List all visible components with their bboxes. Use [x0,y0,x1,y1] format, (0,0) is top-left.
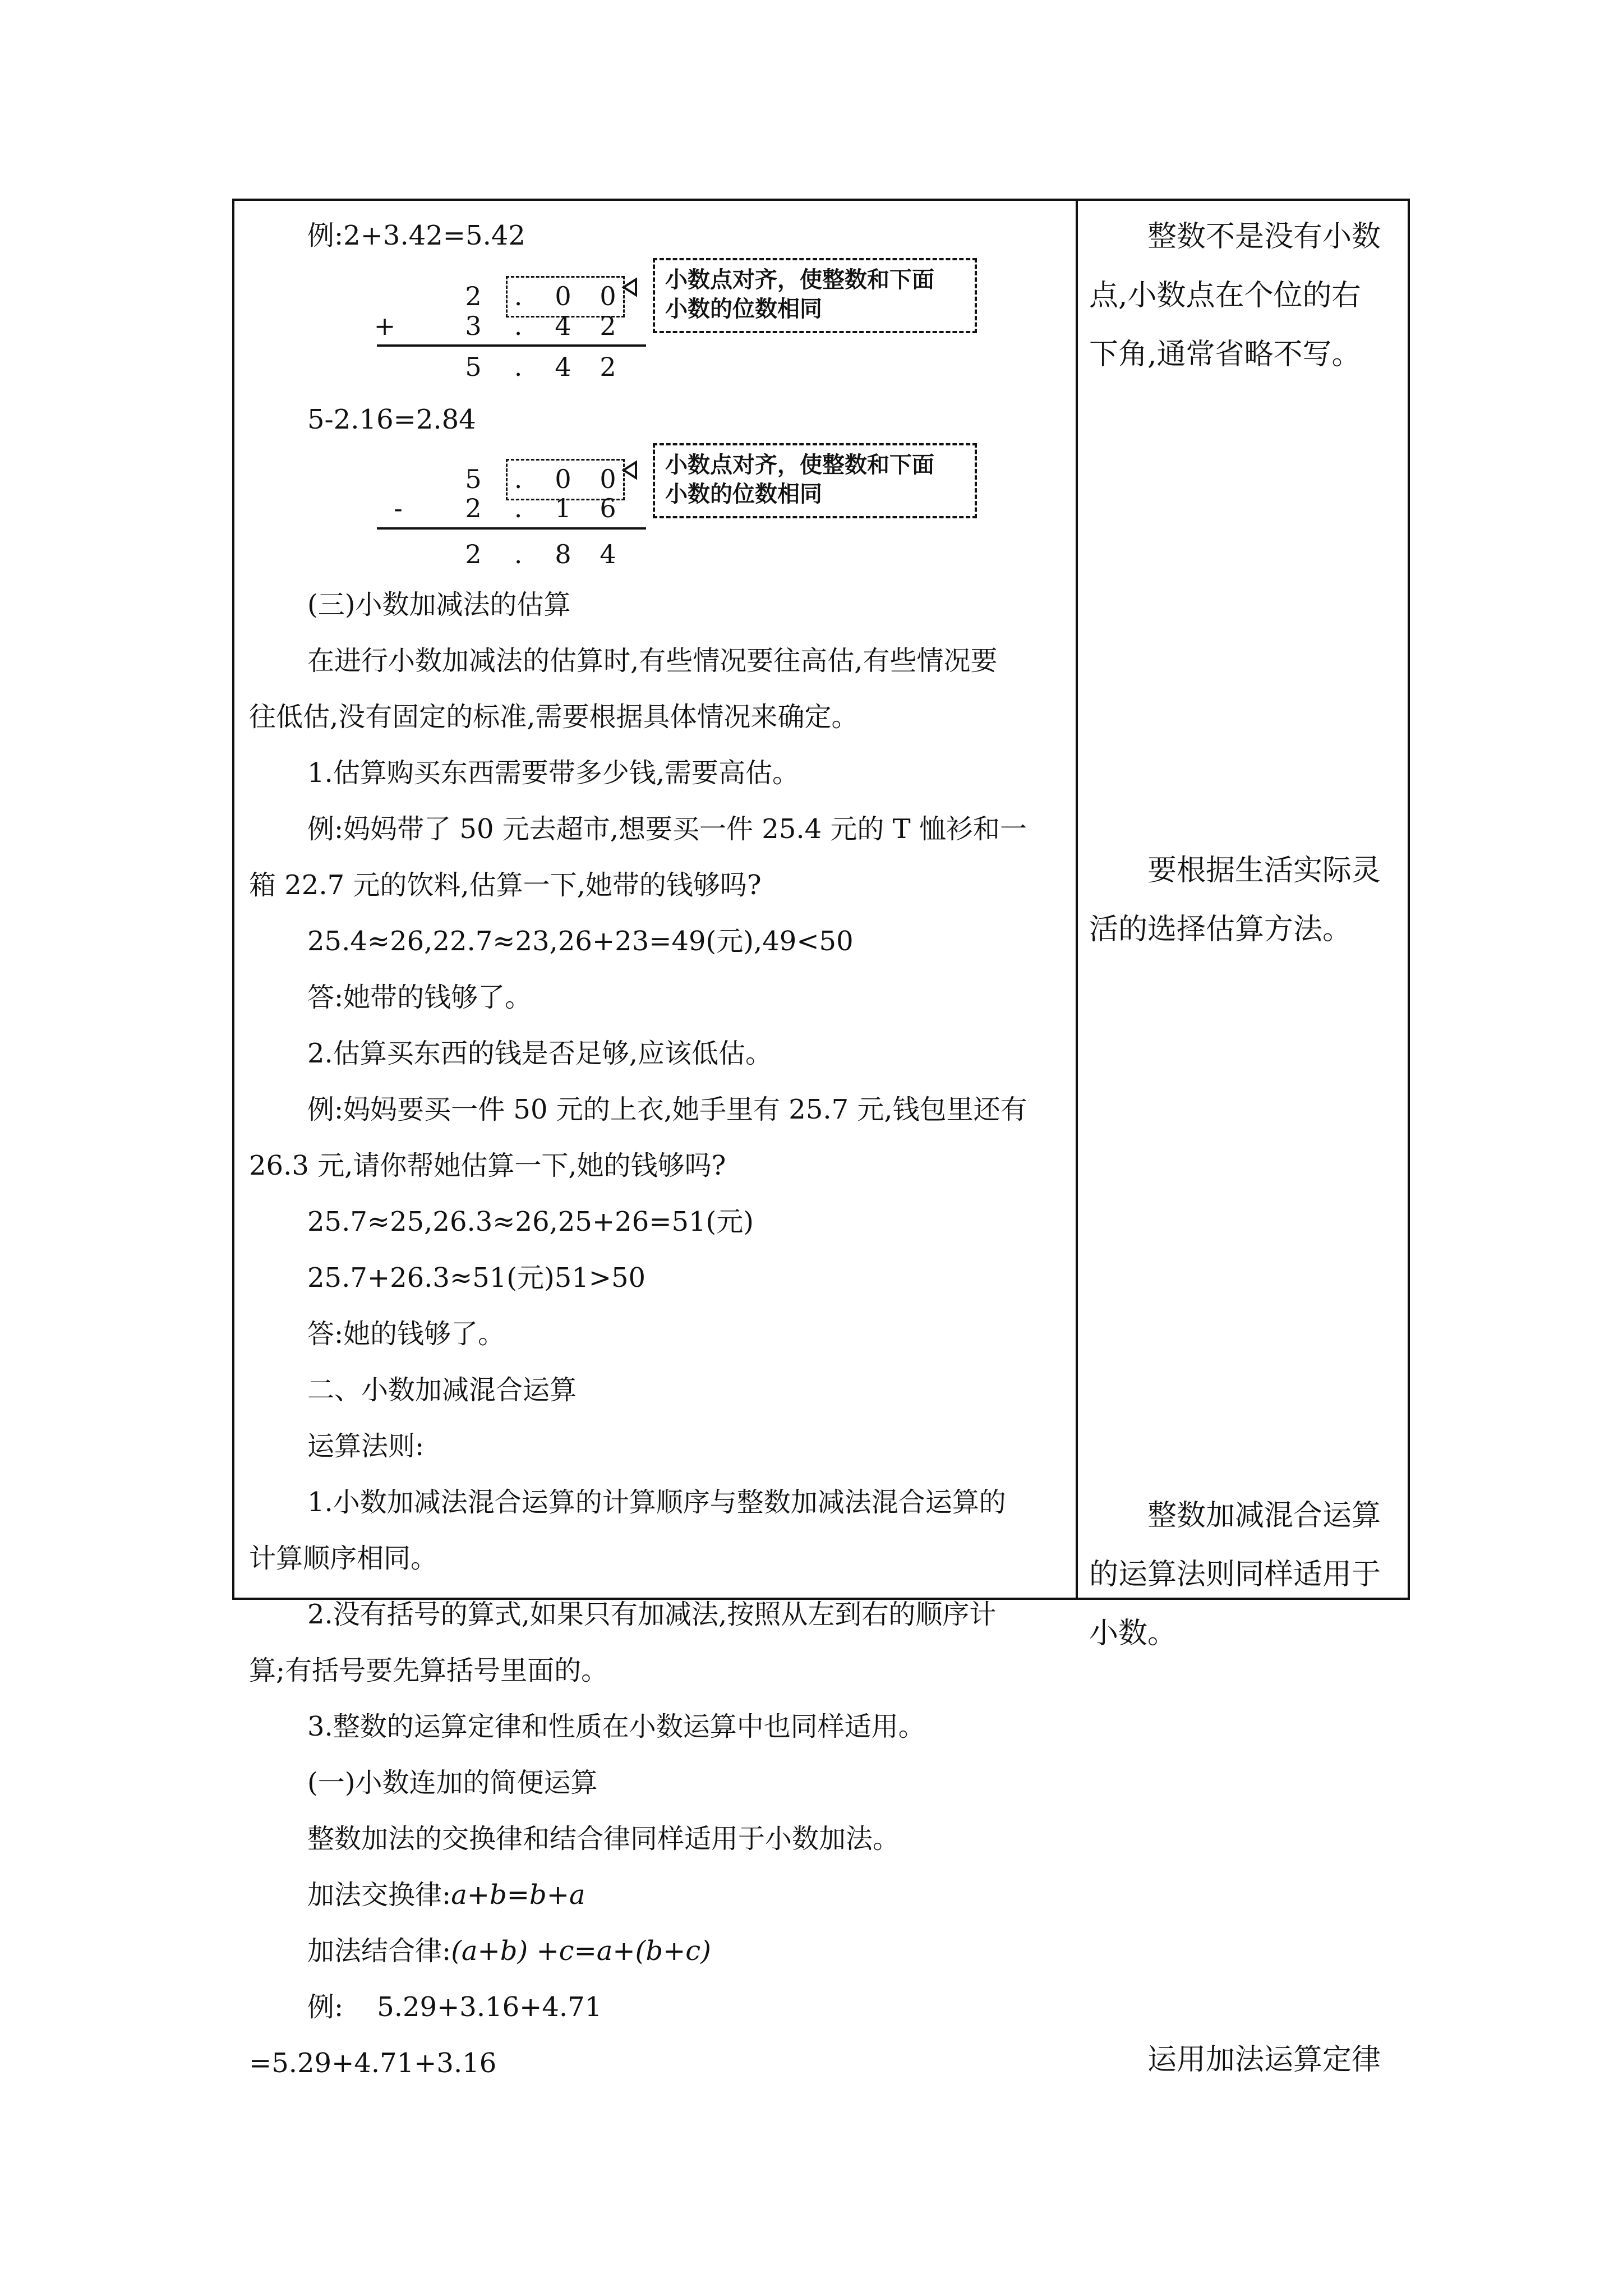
side-note-2 [1089,841,1401,959]
answer-line: 答:她带的钱够了。 [307,982,532,1013]
answer-line: 答:她的钱够了。 [307,1318,505,1350]
sub-result-digit: 4 [600,539,616,569]
side-note-3 [1089,1487,1401,1663]
side-note-line: 下角,通常省略不写。 [1089,338,1361,371]
side-note-line: 整数加减混合运算 [1147,1499,1381,1533]
law-line [307,1878,585,1912]
side-note-line: 的运算法则同样适用于 [1089,1558,1381,1591]
sub-result-digit: 8 [555,539,571,569]
sub-row1-digit: 5 [465,464,482,494]
paragraph-line: 运算法则: [307,1430,425,1462]
sub-row2-point: . [514,493,523,523]
example-label: 例: [307,1991,344,2023]
add-result-digit: 5 [465,352,482,382]
sub-row2-digit: 2 [465,493,482,523]
decimal-highlight-box [506,276,625,318]
example-line [307,1990,602,2024]
arrow-icon [621,459,657,481]
add-row1-point: . [514,281,523,311]
callout-text: 小数点对齐，使整数和下面 [665,452,934,478]
sub-row1-digit: 0 [600,464,616,494]
callout-text: 小数的位数相同 [665,296,822,322]
law-label: 加法交换律: [307,1879,451,1911]
sum-line [377,344,646,347]
side-note-4 [1089,2031,1401,2090]
section-heading: (三)小数加减法的估算 [307,589,571,620]
paragraph-line: 在进行小数加减法的估算时,有些情况要往高估,有些情况要 [307,645,998,677]
side-note-1 [1089,208,1401,384]
formula-line: 25.7+26.3≈51(元)51>50 [307,1262,646,1294]
paragraph-line: 例:妈妈要买一件 50 元的上衣,她手里有 25.7 元,钱包里还有 [307,1094,1027,1125]
formula-line: 25.7≈25,26.3≈26,25+26=51(元) [307,1206,754,1237]
side-note-line: 要根据生活实际灵 [1147,854,1381,887]
sub-row1-digit: 0 [555,464,571,494]
section-heading: (一)小数连加的简便运算 [307,1767,598,1798]
arrow-icon [621,276,657,298]
paragraph-line: 26.3 元,请你帮她估算一下,她的钱够吗? [249,1150,726,1181]
example-title-subtraction: 5-2.16=2.84 [307,404,476,435]
sub-result-point: . [514,539,523,569]
column-divider [1076,199,1078,1600]
add-row2-digit: 3 [465,311,482,341]
sub-row2-digit: 1 [555,493,571,523]
paragraph-line: 3.整数的运算定律和性质在小数运算中也同样适用。 [307,1711,925,1742]
law-formula: (a+b) +c=a+(b+c) [451,1935,711,1967]
side-note-line: 点,小数点在个位的右 [1089,279,1361,312]
add-row2-point: . [514,311,523,341]
law-line [307,1934,711,1968]
sub-row1-point: . [514,464,523,494]
add-result-digit: 4 [555,352,571,382]
paragraph-line: 往低估,没有固定的标准,需要根据具体情况来确定。 [249,701,859,733]
add-row1-digit: 2 [465,281,482,311]
difference-line [377,527,646,530]
paragraph-line: 算;有括号要先算括号里面的。 [249,1655,608,1686]
example-title-addition: 例:2+3.42=5.42 [307,220,525,251]
sub-row2-digit: 6 [600,493,616,523]
decimal-highlight-box [506,459,625,500]
add-row1-digit: 0 [600,281,616,311]
paragraph-line: 计算顺序相同。 [249,1543,438,1574]
side-note-line: 活的选择估算方法。 [1089,913,1352,946]
add-row1-digit: 0 [555,281,571,311]
paragraph-line: 1.估算购买东西需要带多少钱,需要高估。 [307,757,800,789]
paragraph-line: 1.小数加减法混合运算的计算顺序与整数加减法混合运算的 [307,1487,1006,1518]
sub-result-digit: 2 [465,539,482,569]
law-label: 加法结合律: [307,1935,451,1967]
paragraph-line: 例:妈妈带了 50 元去超市,想要买一件 25.4 元的 T 恤衫和一 [307,813,1027,845]
sub-sign: - [394,493,403,523]
paragraph-line: 整数加法的交换律和结合律同样适用于小数加法。 [307,1823,900,1855]
side-note-line: 运用加法运算定律 [1147,2043,1381,2077]
callout-text: 小数的位数相同 [665,481,822,507]
example-expression: 5.29+3.16+4.71 [377,1991,602,2023]
side-note-line: 小数。 [1089,1617,1177,1650]
callout-text: 小数点对齐，使整数和下面 [665,267,934,293]
formula-line: 25.4≈26,22.7≈23,26+23=49(元),49<50 [307,926,854,957]
side-note-line: 整数不是没有小数 [1147,220,1381,254]
paragraph-line: 2.没有括号的算式,如果只有加减法,按照从左到右的顺序计 [307,1599,997,1630]
add-row2-digit: 2 [600,311,616,341]
add-sign: + [374,311,396,341]
law-formula: a+b=b+a [451,1879,585,1911]
example-step: =5.29+4.71+3.16 [249,2047,497,2079]
add-row2-digit: 4 [555,311,571,341]
add-result-point: . [514,352,523,382]
section-heading: 二、小数加减混合运算 [307,1374,577,1406]
paragraph-line: 2.估算买东西的钱是否足够,应该低估。 [307,1038,773,1069]
add-result-digit: 2 [600,352,616,382]
paragraph-line: 箱 22.7 元的饮料,估算一下,她带的钱够吗? [249,869,762,901]
